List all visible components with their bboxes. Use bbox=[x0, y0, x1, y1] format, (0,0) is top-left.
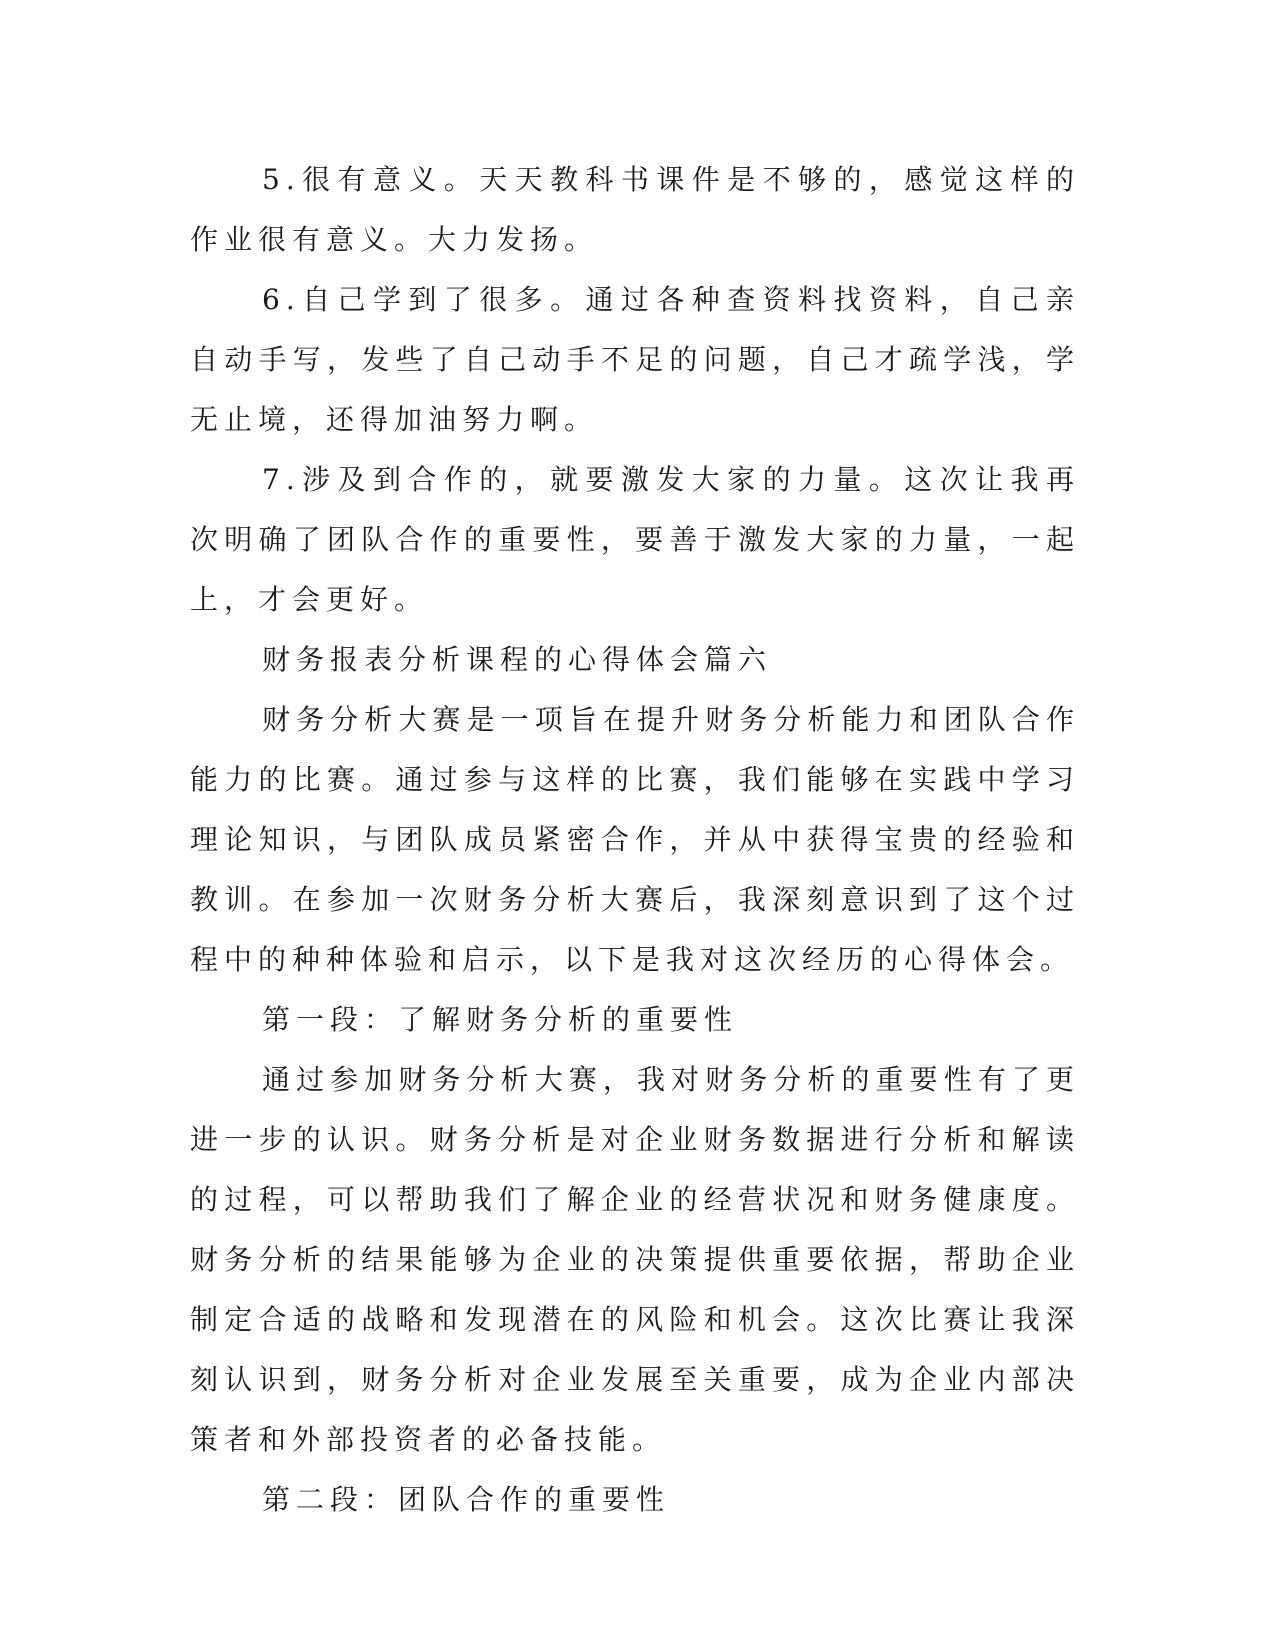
paragraph-item-7: 7.涉及到合作的，就要激发大家的力量。这次让我再次明确了团队合作的重要性，要善于激发大家的力量，一起上，才会更好。 bbox=[190, 463, 1080, 616]
intro-paragraph: 财务分析大赛是一项旨在提升财务分析能力和团队合作能力的比赛。通过参与这样的比赛，我们能够在实践中学习理论知识，与团队成员紧密合作，并从中获得宝贵的经验和教训。在参加一次财务分析大赛后，我深刻意识到了这个过程中的种种体验和启示，以下是我对这次经历的心得体会。 bbox=[190, 703, 1080, 976]
subheading-part-2: 第二段：团队合作的重要性 bbox=[262, 1483, 671, 1516]
subheading-part-1: 第一段：了解财务分析的重要性 bbox=[262, 1003, 739, 1036]
paragraph-item-6: 6.自己学到了很多。通过各种查资料找资料，自己亲自动手写，发些了自己动手不足的问题，自己才疏学浅，学无止境，还得加油努力啊。 bbox=[190, 283, 1080, 436]
section-heading: 财务报表分析课程的心得体会篇六 bbox=[262, 643, 773, 676]
paragraph-item-5: 5.很有意义。天天教科书课件是不够的，感觉这样的作业很有意义。大力发扬。 bbox=[190, 163, 1080, 256]
document-body bbox=[190, 150, 1080, 1530]
part-1-paragraph: 通过参加财务分析大赛，我对财务分析的重要性有了更进一步的认识。财务分析是对企业财务数据进行分析和解读的过程，可以帮助我们了解企业的经营状况和财务健康度。财务分析的结果能够为企业的决策提供重要依据，帮助企业制定合适的战略和发现潜在的风险和机会。这次比赛让我深刻认识到，财务分析对企业发展至关重要，成为企业内部决策者和外部投资者的必备技能。 bbox=[190, 1063, 1080, 1456]
